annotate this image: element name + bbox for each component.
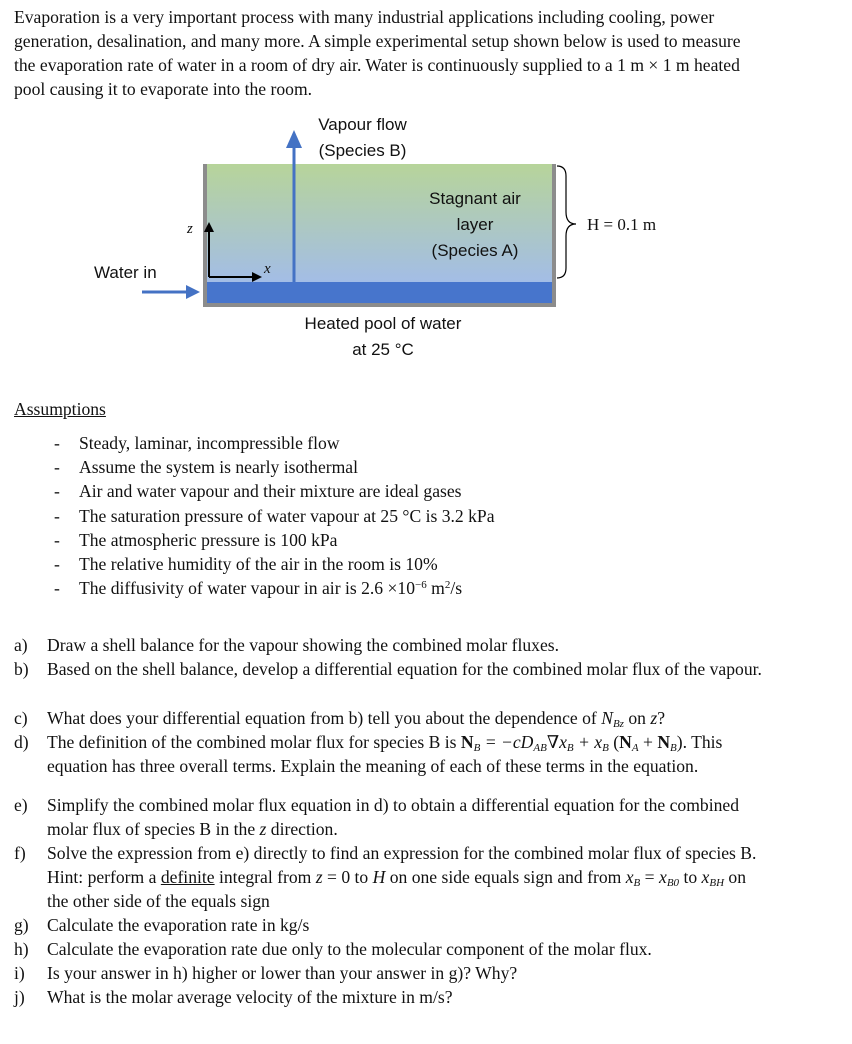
question-b: b) Based on the shell balance, develop a differential equation for the combined molar flux of the vapour. xyxy=(14,659,762,679)
list-dash: - xyxy=(54,578,60,599)
list-item: - The relative humidity of the air in the room is 10% xyxy=(54,553,438,574)
question-e: e) Simplify the combined molar flux equation in d) to obtain a differential equation for the combined molar flux of species B in the z direction. xyxy=(14,795,740,839)
bottom-wall xyxy=(203,303,556,307)
intro-line: pool causing it to evaporate into the room. xyxy=(14,79,313,99)
questions-ej xyxy=(14,793,844,1009)
height-brace xyxy=(557,166,576,278)
x-axis-label: x xyxy=(264,261,271,277)
list-item: - Air and water vapour and their mixture are ideal gases xyxy=(54,481,462,502)
list-item-diffusivity: - The diffusivity of water vapour in air is $2.6 \times 10^{-6}$ $m^2/s$ xyxy=(54,578,463,599)
question-g: g) Calculate the evaporation rate in kg/s xyxy=(14,915,310,935)
water-in-label: Water in xyxy=(94,263,157,282)
questions-ab xyxy=(14,633,844,681)
question-d: d) The definition of the combined molar flux for species B is $N_B = -cD_{AB}\nabla x_B + x_B$ $(N_A + N_B)$. This equation has three overall terms. Explain the meaning of each of these terms in the equation. xyxy=(14,732,723,776)
stagnant-air-label: Stagnant air layer (Species A) xyxy=(429,189,521,260)
flux-equation: $N_B = -cD_{AB}\nabla x_B + x_B$ $(N_A + N_B)$. xyxy=(460,732,688,754)
questions-cd xyxy=(14,706,844,778)
question-h: h) Calculate the evaporation rate due only to the molecular component of the molar flux. xyxy=(14,939,652,959)
vapour-flow-label: Vapour flow (Species B) xyxy=(318,115,407,160)
list-item: - Steady, laminar, incompressible flow xyxy=(54,433,340,453)
heated-pool-label: Heated pool of water at 25 °C xyxy=(304,314,462,359)
list-dash: - xyxy=(54,505,60,526)
assumptions-list xyxy=(54,431,495,600)
intro-line: generation, desalination, and many more. A simple experimental setup shown below is used to measure xyxy=(14,31,741,51)
assumptions-heading: Assumptions xyxy=(14,399,106,419)
left-wall xyxy=(203,164,207,307)
right-wall xyxy=(552,164,556,307)
list-dash: - xyxy=(54,433,60,453)
list-item: - Assume the system is nearly isothermal xyxy=(54,457,359,478)
question-j: j) What is the molar average velocity of the mixture in m/s? xyxy=(14,987,453,1007)
list-dash: - xyxy=(54,553,60,574)
intro-paragraph xyxy=(14,5,844,101)
question-i: i) Is your answer in h) higher or lower than your answer in g)? Why? xyxy=(14,963,518,983)
question-f: f) Solve the expression from e) directly to find an expression for the combined molar flux of species B. Hint: perform a definite integral from z = 0 to H on one side equals sign and from $x_B = x_{B0}$ to $x_{BH}$ on the other side of the equals sign xyxy=(14,843,757,911)
evaporation-diagram xyxy=(0,108,852,378)
list-dash: - xyxy=(54,457,60,478)
water-in-arrowhead xyxy=(186,285,200,299)
height-label: H = 0.1 m xyxy=(587,215,657,234)
intro-line: the evaporation rate of water in a room of dry air. Water is continuously supplied to a 1 m × 1 m heated xyxy=(14,55,740,75)
water-layer xyxy=(207,282,552,303)
list-item: - The saturation pressure of water vapour at 25 °C is 3.2 kPa xyxy=(54,505,495,526)
question-c: c) What does your differential equation from b) tell you about the dependence of $N_{Bz}$ on z? xyxy=(14,708,665,730)
question-a: a) Draw a shell balance for the vapour showing the combined molar fluxes. xyxy=(14,635,560,655)
list-dash: - xyxy=(54,481,60,502)
list-dash: - xyxy=(54,529,60,550)
intro-line: Evaporation is a very important process with many industrial applications including cooling, power xyxy=(14,7,715,27)
list-item: - The atmospheric pressure is 100 kPa xyxy=(54,529,338,550)
z-axis-label: z xyxy=(187,221,193,237)
